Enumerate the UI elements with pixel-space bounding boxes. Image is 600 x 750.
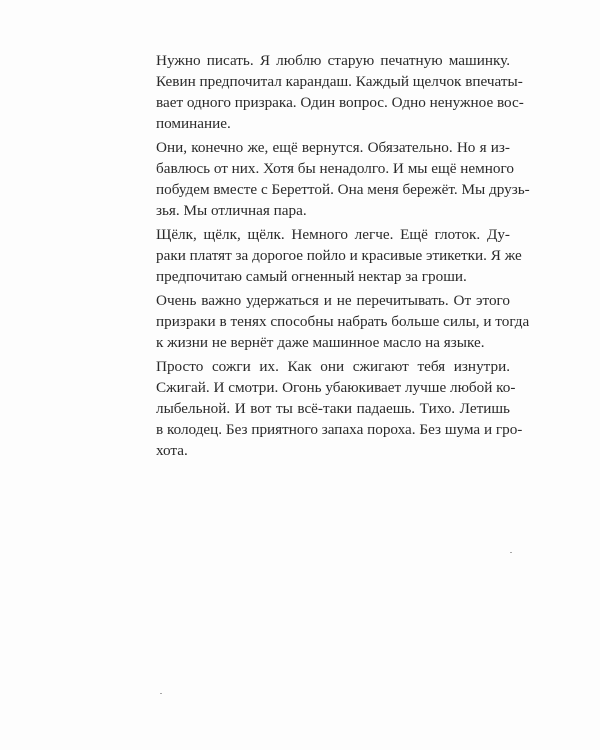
text-line: поминание.: [156, 115, 231, 132]
scan-speck: [510, 552, 512, 553]
text-line: побудем вместе с Береттой. Она меня бережёт. Мы друзь-: [156, 181, 530, 198]
text-line: Кевин предпочитал карандаш. Каждый щелчок впечаты-: [156, 73, 523, 90]
paragraph-5: [138, 356, 523, 461]
text-line: Они, конечно же, ещё вернутся. Обязательно. Но я из-: [156, 139, 510, 156]
text-line: Просто сожги их. Как они сжигают тебя изнутри.: [156, 358, 510, 375]
text-line: бавлюсь от них. Хотя бы ненадолго. И мы ещё немного: [156, 160, 514, 177]
paragraph-2: [138, 137, 530, 221]
text-line: хота.: [156, 442, 188, 459]
text-line: предпочитаю самый огненный нектар за гроши.: [156, 268, 467, 285]
text-line: вает одного призрака. Один вопрос. Одно ненужное вос-: [156, 94, 524, 111]
text-line: Щёлк, щёлк, щёлк. Немного легче. Ещё глоток. Ду-: [156, 226, 510, 243]
paragraph-1: [138, 50, 524, 134]
paragraph-4: [138, 290, 530, 353]
text-line: Нужно писать. Я люблю старую печатную машинку.: [156, 52, 510, 69]
text-line: в колодец. Без приятного запаха пороха. Без шума и гро-: [156, 421, 523, 438]
text-line: Очень важно удержаться и не перечитывать. От этого: [156, 292, 510, 309]
paragraph-3: [138, 224, 522, 287]
text-line: Сжигай. И смотри. Огонь убаюкивает лучше любой ко-: [156, 379, 516, 396]
text-line: призраки в тенях способны набрать больше силы, и тогда: [156, 313, 530, 330]
text-line: лыбельной. И вот ты всё-таки падаешь. Тихо. Летишь: [156, 400, 510, 417]
scan-speck: [160, 693, 162, 694]
body-text: [138, 50, 530, 464]
text-line: зья. Мы отличная пара.: [156, 202, 307, 219]
text-line: раки платят за дорогое пойло и красивые этикетки. Я же: [156, 247, 522, 264]
text-line: к жизни не вернёт даже машинное масло на языке.: [156, 334, 485, 351]
